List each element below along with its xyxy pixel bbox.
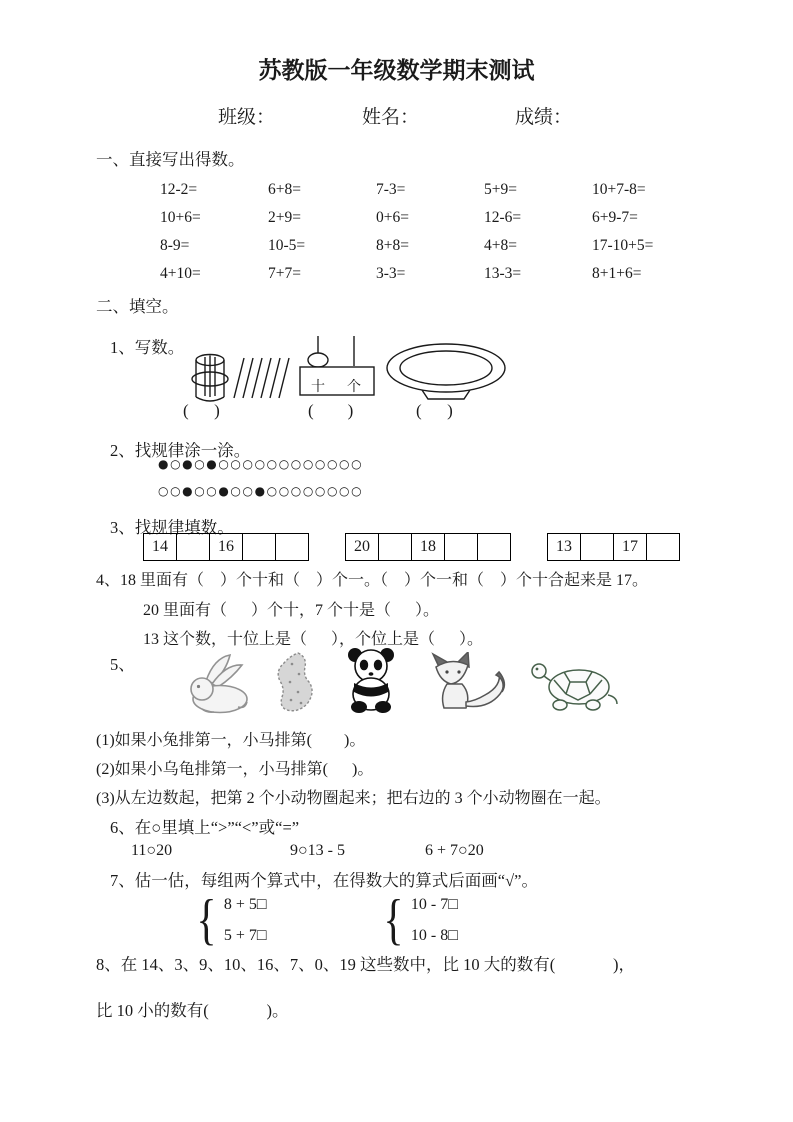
number-sequence-table	[345, 533, 511, 561]
math-problem: 12-6=	[484, 209, 522, 226]
q8-question	[96, 950, 635, 1025]
math-problem: 0+6=	[376, 209, 409, 226]
table-cell: 20	[345, 533, 379, 561]
table-cell	[444, 533, 478, 561]
horse-image	[268, 648, 320, 714]
number-sequence-table	[143, 533, 309, 561]
math-problem: 8+8=	[376, 237, 409, 254]
pattern-circle-row: ○○●○○●○○●○○○○○○○○	[158, 484, 364, 498]
pattern-circle-row: ●○●○●○○○○○○○○○○○○	[158, 457, 364, 471]
question-line: (3)从左边数起，把第 2 个小动物圈起来；把右边的 3 个小动物圈在一起。	[96, 790, 611, 807]
math-problem: 6+9-7=	[592, 209, 638, 226]
math-problem: 4+10=	[160, 265, 201, 282]
q3-label: 3、找规律填数。	[110, 518, 234, 537]
q5-subquestions	[96, 726, 611, 813]
table-cell: 14	[143, 533, 177, 561]
table-cell	[580, 533, 614, 561]
pencil-holder-and-tally-marks-image	[188, 350, 290, 408]
math-problem: 8-9=	[160, 237, 190, 254]
table-cell: 17	[613, 533, 647, 561]
math-problem: 10-5=	[268, 237, 306, 254]
table-cell	[646, 533, 680, 561]
turtle-image	[526, 658, 619, 714]
math-problem: 10+6=	[160, 209, 201, 226]
answer-bracket: ( )	[308, 401, 354, 420]
table-cell: 18	[411, 533, 445, 561]
q4-question	[96, 566, 648, 655]
table-cell	[176, 533, 210, 561]
answer-bracket: ( )	[416, 401, 453, 420]
table-cell	[242, 533, 276, 561]
oral-math-grid	[160, 181, 700, 286]
name-field-label: 姓名：	[362, 107, 420, 128]
ones-label: 个	[347, 380, 361, 395]
fox-image	[422, 652, 512, 714]
math-problem: 3-3=	[376, 265, 406, 282]
comparison-item: 9○13 - 5	[290, 842, 345, 859]
question-line: 13 这个数，十位上是（ ），个位上是（ ）。	[143, 631, 484, 648]
rabbit-image	[158, 652, 254, 714]
comparison-item: 6 + 7○20	[425, 842, 484, 859]
table-cell: 16	[209, 533, 243, 561]
table-cell: 13	[547, 533, 581, 561]
math-problem: 10+7-8=	[592, 181, 646, 198]
question-line: 比 10 小的数有( )。	[96, 1001, 289, 1020]
estimate-group-2	[380, 889, 458, 951]
table-cell	[477, 533, 511, 561]
q7-heading: 7、估一估，每组两个算式中，在得数大的算式后面画“√”。	[110, 871, 538, 890]
page-title: 苏教版一年级数学期末测试	[258, 57, 535, 83]
table-cell	[378, 533, 412, 561]
math-problem: 17-10+5=	[592, 237, 654, 254]
math-problem: 13-3=	[484, 265, 522, 282]
table-cell	[275, 533, 309, 561]
class-field-label: 班级：	[218, 107, 276, 128]
question-line: (1)如果小兔排第一，小马排第( )。	[96, 732, 366, 749]
question-line: 20 里面有（ ）个十，7 个十是（ ）。	[143, 601, 440, 619]
math-problem: 7-3=	[376, 181, 406, 198]
section2-heading: 二、填空。	[96, 297, 179, 316]
math-problem: 6+8=	[268, 181, 301, 198]
question-line: (2)如果小乌龟排第一，小马排第( )。	[96, 761, 374, 778]
math-problem: 7+7=	[268, 265, 301, 282]
counting-frame-image	[298, 336, 376, 398]
q2-label: 2、找规律涂一涂。	[110, 441, 251, 460]
math-problem: 8+1+6=	[592, 265, 642, 282]
math-problem: 5+9=	[484, 181, 517, 198]
section1-heading: 一、直接写出得数。	[96, 150, 245, 169]
expression: 8 + 5□	[223, 896, 267, 913]
number-sequence-table	[547, 533, 680, 561]
math-problem: 4+8=	[484, 237, 517, 254]
estimate-group-1	[193, 889, 267, 951]
q6-heading: 6、在○里填上“>”“<”或“=”	[110, 818, 300, 837]
score-field-label: 成绩：	[515, 107, 573, 128]
tens-label: 十	[311, 380, 325, 395]
expression: 10 - 7□	[410, 896, 458, 913]
math-problem: 12-2=	[160, 181, 198, 198]
question-line: 8、在 14、3、9、10、16、7、0、19 这些数中，比 10 大的数有( )，	[96, 955, 635, 974]
left-brace: {	[196, 889, 217, 951]
math-problem: 2+9=	[268, 209, 301, 226]
answer-bracket: ( )	[183, 401, 220, 420]
left-brace: {	[383, 889, 404, 951]
animal-picture-row	[158, 644, 619, 714]
empty-plate-image	[384, 341, 508, 405]
comparison-item: 11○20	[131, 842, 173, 859]
q5-label: 5、	[110, 655, 135, 674]
expression: 10 - 8□	[410, 927, 458, 944]
question-line: 4、18 里面有（ ）个十和（ ）个一。（ ）个一和（ ）个十合起来是 17。	[96, 572, 649, 589]
panda-image	[334, 644, 408, 714]
q1-label: 1、写数。	[110, 338, 185, 357]
expression: 5 + 7□	[223, 927, 267, 944]
